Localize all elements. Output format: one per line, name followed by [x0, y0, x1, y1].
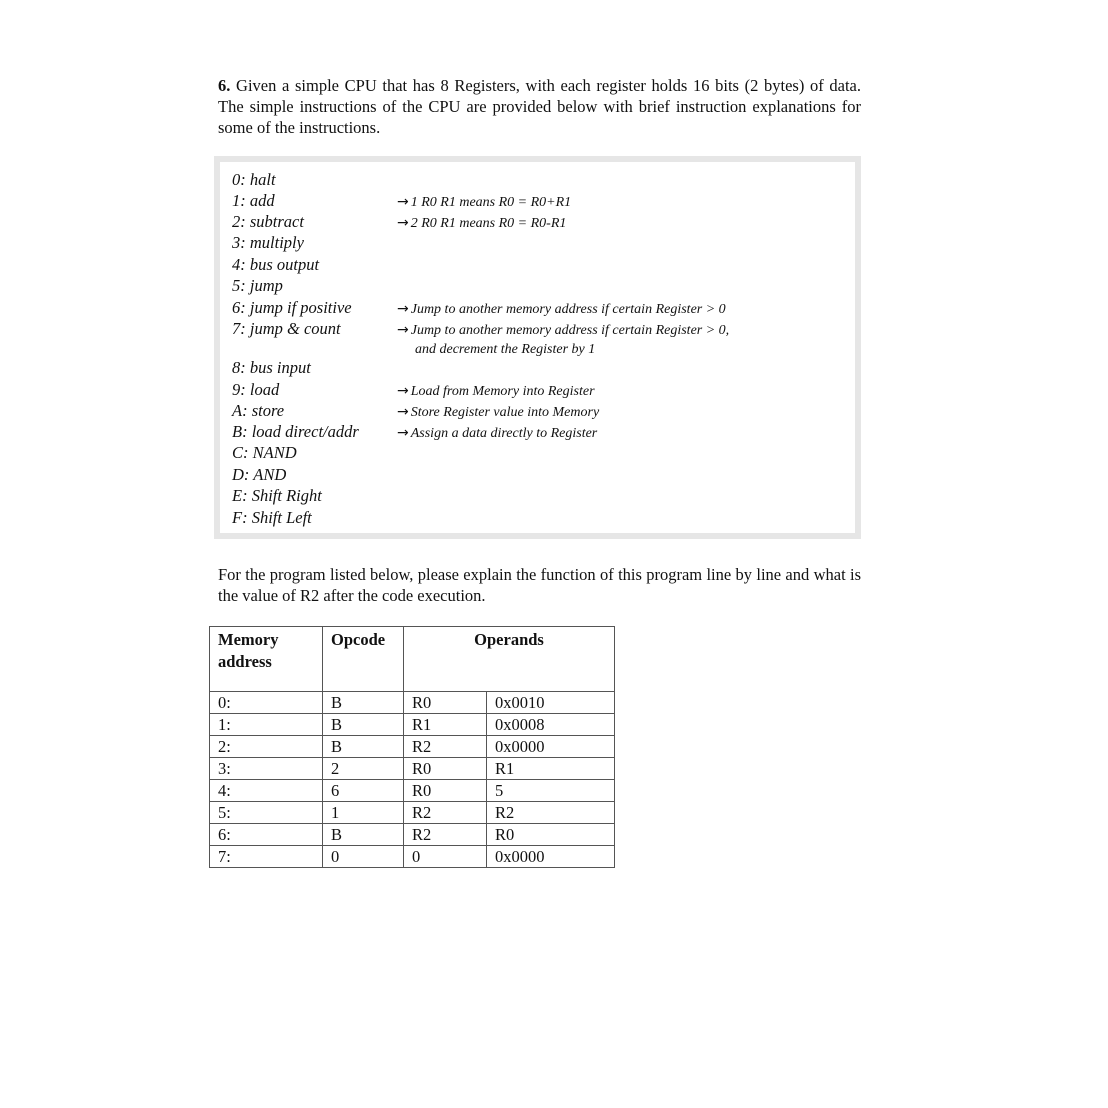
- table-row: [210, 802, 615, 824]
- instruction-3: 3: multiply: [232, 233, 304, 252]
- note-subtract: → 2 R0 R1 means R0 = R0-R1: [397, 215, 567, 231]
- note-store: → Store Register value into Memory: [397, 404, 600, 420]
- cell-address: 3:: [210, 758, 323, 780]
- table-row: [210, 824, 615, 846]
- instruction-2: 2: subtract: [232, 212, 304, 231]
- cell-operand-1: R2: [404, 736, 487, 758]
- table-header-row: [210, 627, 615, 692]
- instruction-d: D: AND: [232, 465, 287, 484]
- cell-address: 0:: [210, 692, 323, 714]
- cell-opcode: 2: [323, 758, 404, 780]
- note-jump-and-count-cont: and decrement the Register by 1: [415, 342, 596, 357]
- question-number: 6.: [218, 76, 231, 95]
- table-row: [210, 736, 615, 758]
- cell-operand-2: 0x0008: [487, 714, 615, 736]
- instruction-8: 8: bus input: [232, 358, 311, 377]
- instruction-b: B: load direct/addr: [232, 422, 359, 441]
- table-row: [210, 780, 615, 802]
- note-jump-and-count: → Jump to another memory address if certain Register > 0,: [397, 322, 730, 338]
- table-row: [210, 714, 615, 736]
- header-operands: Operands: [404, 627, 615, 692]
- cell-operand-2: 5: [487, 780, 615, 802]
- right-arrow-icon: →: [397, 194, 409, 210]
- cell-operand-2: R2: [487, 802, 615, 824]
- instruction-6: 6: jump if positive: [232, 298, 352, 317]
- instruction-7: 7: jump & count: [232, 319, 341, 338]
- instruction-4: 4: bus output: [232, 255, 320, 274]
- right-arrow-icon: →: [397, 215, 409, 231]
- right-arrow-icon: →: [397, 322, 409, 338]
- table-row: [210, 692, 615, 714]
- right-arrow-icon: →: [397, 301, 409, 317]
- cell-operand-2: 0x0000: [487, 736, 615, 758]
- right-arrow-icon: →: [397, 404, 409, 420]
- cell-address: 7:: [210, 846, 323, 868]
- question-intro: [218, 75, 861, 138]
- cell-operand-1: R0: [404, 780, 487, 802]
- instruction-e: E: Shift Right: [232, 486, 322, 505]
- cell-operand-1: R2: [404, 824, 487, 846]
- cell-address: 1:: [210, 714, 323, 736]
- cell-opcode: B: [323, 736, 404, 758]
- cell-address: 5:: [210, 802, 323, 824]
- cell-opcode: 1: [323, 802, 404, 824]
- table-row: [210, 758, 615, 780]
- instruction-c: C: NAND: [232, 443, 297, 462]
- table-row: [210, 846, 615, 868]
- header-opcode: Opcode: [323, 627, 404, 692]
- cell-operand-1: R2: [404, 802, 487, 824]
- cell-operand-1: 0: [404, 846, 487, 868]
- cell-opcode: B: [323, 824, 404, 846]
- cell-opcode: B: [323, 692, 404, 714]
- cell-opcode: 6: [323, 780, 404, 802]
- cell-opcode: B: [323, 714, 404, 736]
- instruction-0: 0: halt: [232, 170, 276, 189]
- instruction-5: 5: jump: [232, 276, 283, 295]
- cell-address: 2:: [210, 736, 323, 758]
- note-load-direct: → Assign a data directly to Register: [397, 425, 598, 441]
- instruction-f: F: Shift Left: [232, 508, 312, 527]
- instruction-1: 1: add: [232, 191, 275, 210]
- instruction-a: A: store: [232, 401, 285, 420]
- note-jump-if-positive: → Jump to another memory address if certain Register > 0: [397, 301, 726, 317]
- cell-operand-2: 0x0000: [487, 846, 615, 868]
- right-arrow-icon: →: [397, 425, 409, 441]
- cell-operand-2: 0x0010: [487, 692, 615, 714]
- instruction-9: 9: load: [232, 380, 280, 399]
- cell-operand-2: R1: [487, 758, 615, 780]
- cell-operand-1: R1: [404, 714, 487, 736]
- cell-operand-1: R0: [404, 692, 487, 714]
- cell-operand-2: R0: [487, 824, 615, 846]
- question-text: Given a simple CPU that has 8 Registers, with each register holds 16 bits (2 bytes) of data. The simple instructions of the CPU are provided below with brief instruction explanations for some of the instructions.: [218, 76, 861, 137]
- note-load: → Load from Memory into Register: [397, 383, 595, 399]
- cell-address: 4:: [210, 780, 323, 802]
- header-memory-address: Memory address: [210, 627, 323, 692]
- cell-operand-1: R0: [404, 758, 487, 780]
- right-arrow-icon: →: [397, 383, 409, 399]
- cell-address: 6:: [210, 824, 323, 846]
- cell-opcode: 0: [323, 846, 404, 868]
- note-add: → 1 R0 R1 means R0 = R0+R1: [397, 194, 572, 210]
- program-prompt: For the program listed below, please explain the function of this program line by line and what is the value of R2 after the code execution.: [218, 565, 861, 605]
- program-table: [209, 626, 615, 868]
